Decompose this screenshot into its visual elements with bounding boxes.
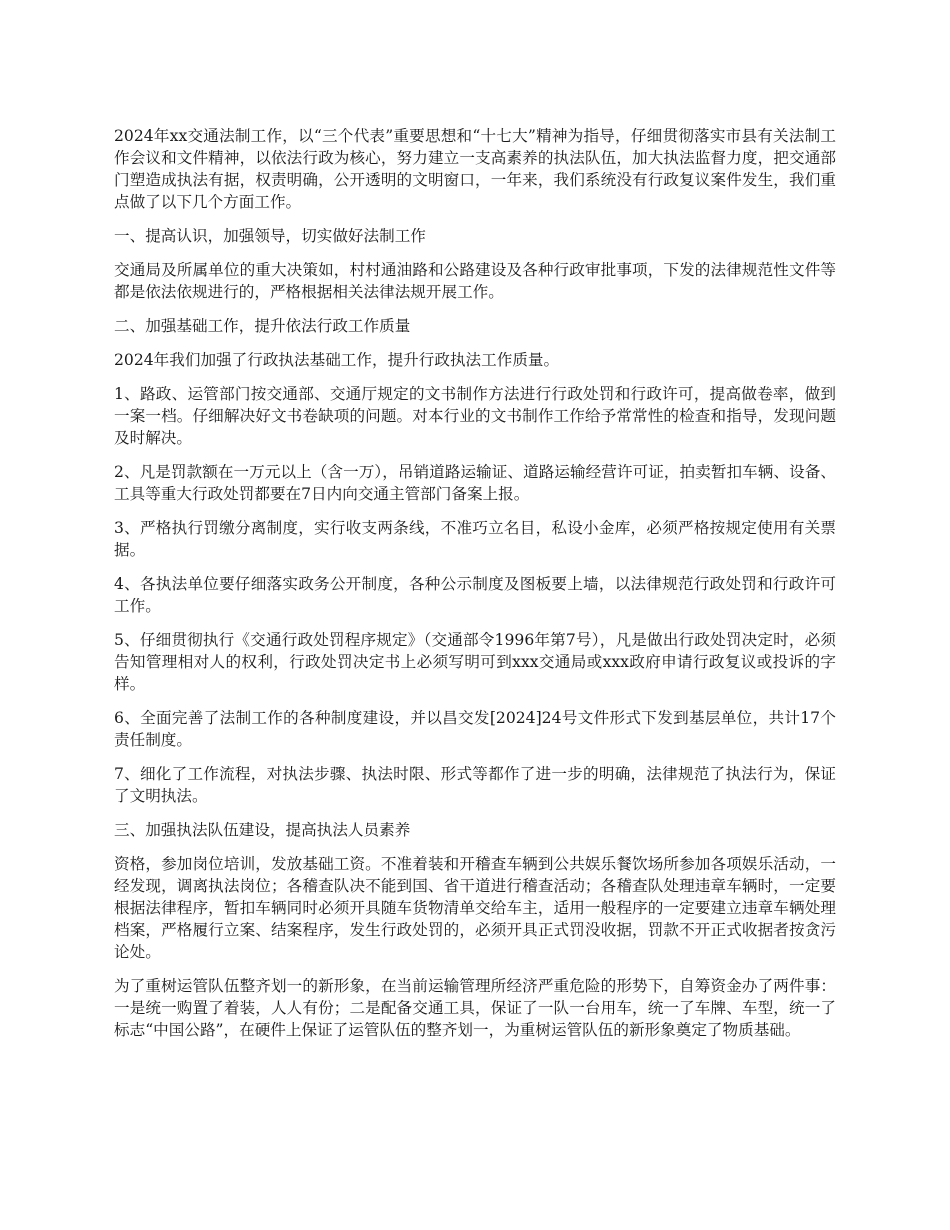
paragraph: 交通局及所属单位的重大决策如，村村通油路和公路建设及各种行政审批事项，下发的法律规范性文件等都是依法依规进行的，严格根据相关法律法规开展工作。 — [114, 261, 836, 301]
section-heading-2: 二、加强基础工作，提升依法行政工作质量 — [114, 317, 411, 335]
list-item-1: 1、路政、运管部门按交通部、交通厅规定的文书制作方法进行行政处罚和行政许可，提高做卷率，做到一案一档。仔细解决好文书卷缺项的问题。对本行业的文书制作工作给予常常性的检查和指导，发现问题及时解决。 — [114, 385, 836, 447]
list-item-6: 6、全面完善了法制工作的各种制度建设，并以昌交发[2024]24号文件形式下发到基层单位，共计17个责任制度。 — [114, 709, 836, 749]
list-item-2: 2、凡是罚款额在一万元以上（含一万），吊销道路运输证、道路运输经营许可证，拍卖暂扣车辆、设备、工具等重大行政处罚都要在7日内向交通主管部门备案上报。 — [114, 463, 836, 503]
list-item-3: 3、严格执行罚缴分离制度，实行收支两条线，不准巧立名目，私设小金库，必须严格按规定使用有关票据。 — [114, 519, 836, 559]
section-heading-3: 三、加强执法队伍建设，提高执法人员素养 — [114, 821, 411, 839]
list-item-4: 4、各执法单位要仔细落实政务公开制度，各种公示制度及图板要上墙，以法律规范行政处罚和行政许可工作。 — [114, 575, 836, 615]
paragraph: 资格，参加岗位培训，发放基础工资。不准着装和开稽查车辆到公共娱乐餐饮场所参加各项娱乐活动，一经发现，调离执法岗位；各稽查队决不能到国、省干道进行稽查活动；各稽查队处理违章车辆时，一定要根据法律程序，暂扣车辆同时必须开具随车货物清单交给车主，适用一般程序的一定要建立违章车辆处理档案，严格履行立案、结案程序，发生行政处罚的，必须开具正式罚没收据，罚款不开正式收据者按贪污论处。 — [114, 855, 836, 961]
paragraph: 2024年我们加强了行政执法基础工作，提升行政执法工作质量。 — [114, 351, 560, 369]
document-body — [114, 125, 836, 1053]
list-item-5: 5、仔细贯彻执行《交通行政处罚程序规定》（交通部令1996年第7号），凡是做出行政处罚决定时，必须告知管理相对人的权利，行政处罚决定书上必须写明可到xxx交通局或xxx政府申请行政复议或投诉的字样。 — [114, 631, 836, 693]
intro-paragraph: 2024年xx交通法制工作，以“三个代表”重要思想和“十七大”精神为指导，仔细贯彻落实市县有关法制工作会议和文件精神，以依法行政为核心，努力建立一支高素养的执法队伍，加大执法监督力度，把交通部门塑造成执法有据，权责明确，公开透明的文明窗口，一年来，我们系统没有行政复议案件发生，我们重点做了以下几个方面工作。 — [114, 127, 836, 211]
paragraph: 为了重树运管队伍整齐划一的新形象，在当前运输管理所经济严重危险的形势下，自筹资金办了两件事：一是统一购置了着装，人人有份；二是配备交通工具，保证了一队一台用车，统一了车牌、车型，统一了标志“中国公路”，在硬件上保证了运管队伍的整齐划一，为重树运管队伍的新形象奠定了物质基础。 — [114, 977, 836, 1039]
list-item-7: 7、细化了工作流程，对执法步骤、执法时限、形式等都作了进一步的明确，法律规范了执法行为，保证了文明执法。 — [114, 765, 836, 805]
section-heading-1: 一、提高认识，加强领导，切实做好法制工作 — [114, 227, 426, 245]
